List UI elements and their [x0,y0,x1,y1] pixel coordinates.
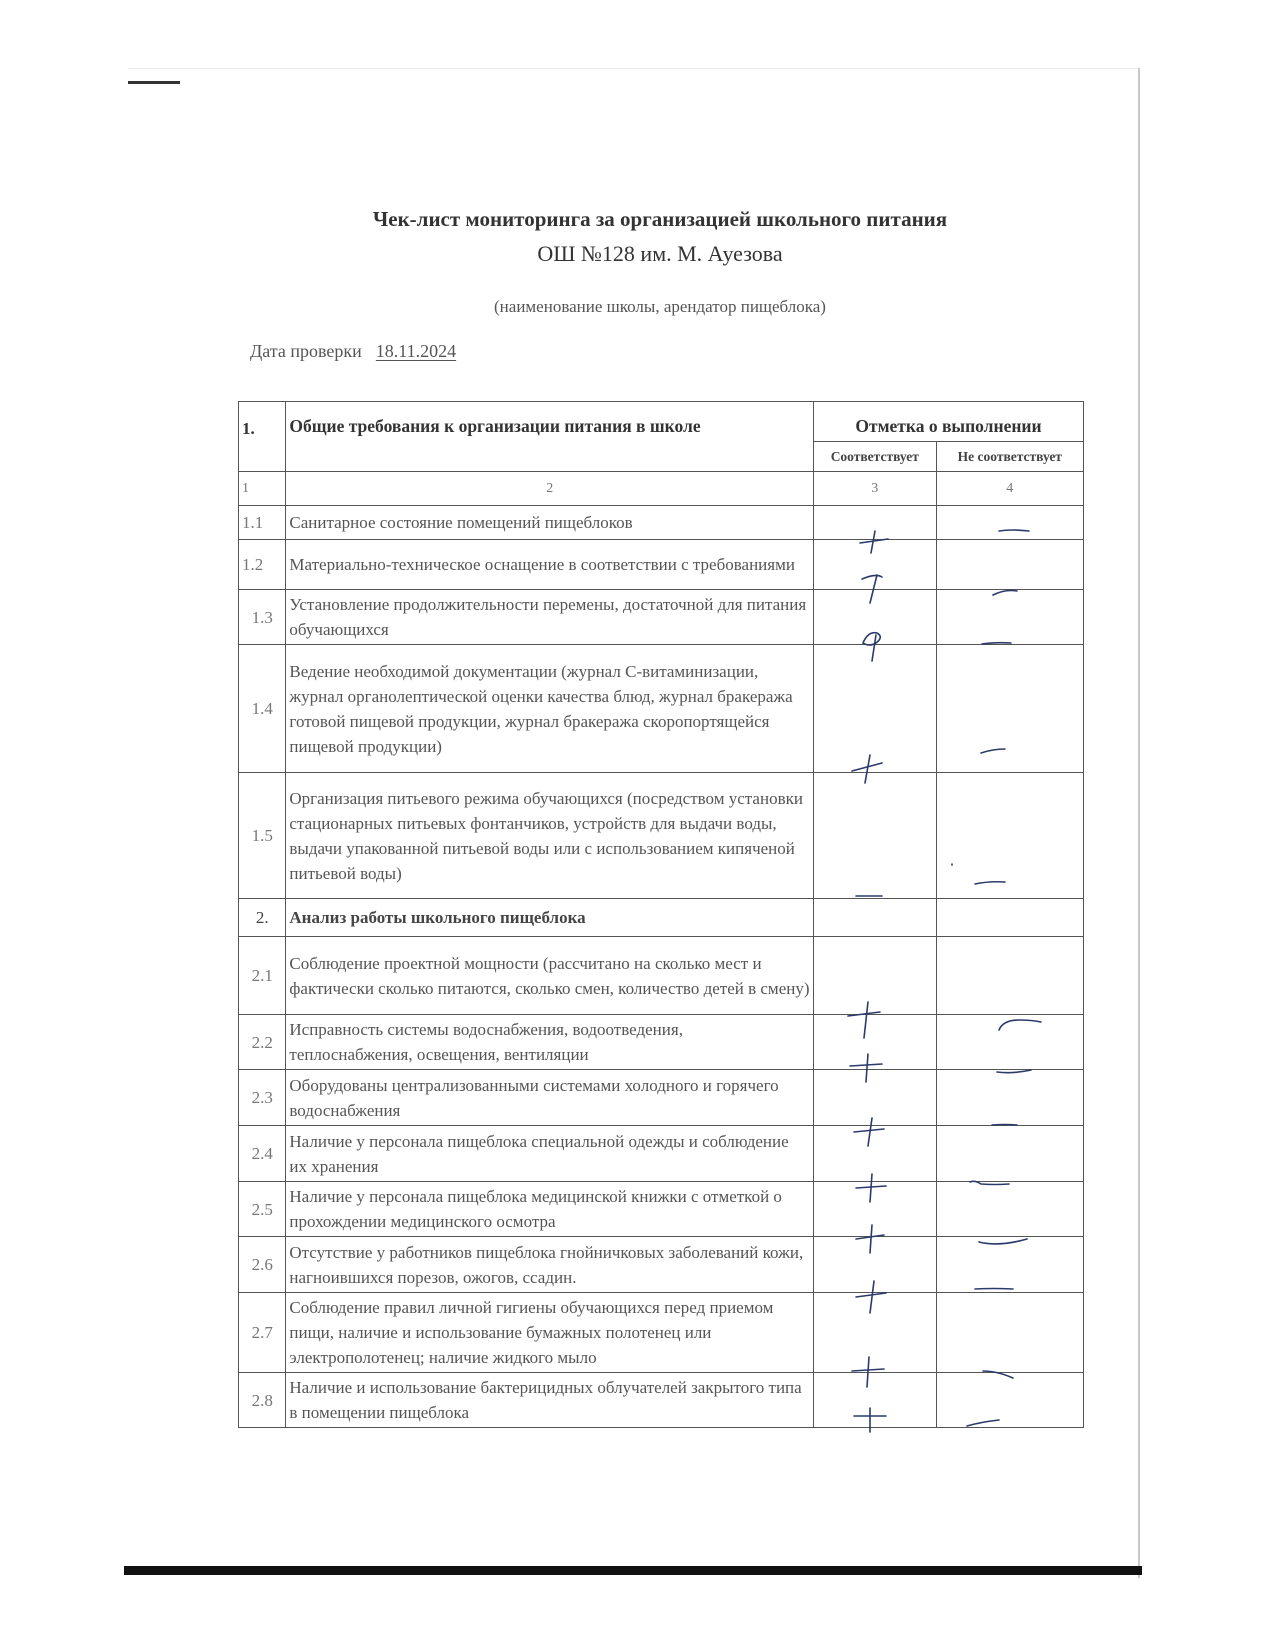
table-row [239,937,1084,1015]
mark-no [936,540,1083,590]
row-number: 1.2 [239,540,286,590]
header-section-title: Общие требования к организации питания в школе [286,402,814,472]
mark-no [936,1182,1083,1237]
table-row [239,645,1084,773]
mark-yes [813,540,936,590]
mark-yes [813,506,936,540]
row-number: 2.1 [239,937,286,1015]
header-col-yes: Соответствует [813,442,936,472]
dash-mark-icon [937,1400,1080,1450]
index-cell: 2 [286,472,814,506]
table-row [239,506,1084,540]
row-requirement: Наличие у персонала пищеблока медицинской книжки с отметкой о прохождении медицинского осмотра [286,1182,814,1237]
row-number: 2.3 [239,1070,286,1126]
section-number: 2. [239,899,286,937]
mark-yes [813,1293,936,1373]
row-requirement: Ведение необходимой документации (журнал С-витаминизации, журнал органолептической оценки качества блюд, журнал бракеража готовой пищевой продукции, журнал бракеража скоропортящейся пищевой продукции) [286,645,814,773]
mark-yes [813,1126,936,1182]
mark-no [936,1126,1083,1182]
table-row [239,590,1084,645]
mark-no [936,1070,1083,1126]
table-row [239,773,1084,899]
school-caption: (наименование школы, арендатор пищеблока) [494,297,826,316]
mark-no [936,506,1083,540]
row-number: 1.5 [239,773,286,899]
mark-no [936,1373,1083,1428]
scan-bottom-edge [124,1566,1142,1575]
mark-yes [813,645,936,773]
table-row [239,1293,1084,1373]
mark-no [936,773,1083,899]
date-label: Дата проверки [250,341,362,361]
mark-yes [813,1237,936,1293]
row-requirement: Отсутствие у работников пищеблока гнойничковых заболеваний кожи, нагноившихся порезов, ожогов, ссадин. [286,1237,814,1293]
mark-yes [813,1070,936,1126]
row-requirement: Соблюдение проектной мощности (рассчитано на сколько мест и фактически сколько питаются, сколько смен, количество детей в смену) [286,937,814,1015]
index-cell: 1 [239,472,286,506]
mark-yes [813,590,936,645]
row-number: 2.5 [239,1182,286,1237]
mark-no [936,1293,1083,1373]
row-requirement: Оборудованы централизованными системами холодного и горячего водоснабжения [286,1070,814,1126]
row-number: 2.7 [239,1293,286,1373]
mark-yes [813,1182,936,1237]
row-number: 1.1 [239,506,286,540]
mark-no [936,645,1083,773]
row-requirement: Установление продолжительности перемены, достаточной для питания обучающихся [286,590,814,645]
document-title: Чек-лист мониторинга за организацией школьного питания [372,207,948,231]
row-number: 2.8 [239,1373,286,1428]
school-name: ОШ №128 им. М. Ауезова [537,241,783,266]
row-number: 2.6 [239,1237,286,1293]
mark-yes [813,773,936,899]
row-requirement: Материально-техническое оснащение в соответствии с требованиями [286,540,814,590]
row-number: 1.3 [239,590,286,645]
row-requirement: Санитарное состояние помещений пищеблоков [286,506,814,540]
table-row [239,1070,1084,1126]
table-row [239,1126,1084,1182]
checklist-table [238,401,1084,1428]
header-section-num: 1. [239,402,286,472]
header-col-no: Не соответствует [936,442,1083,472]
date-value: 18.11.2024 [375,341,457,361]
mark-yes [813,1373,936,1428]
table-row [239,540,1084,590]
row-requirement: Исправность системы водоснабжения, водоотведения, теплоснабжения, освещения, вентиляции [286,1015,814,1070]
row-requirement: Наличие у персонала пищеблока специальной одежды и соблюдение их хранения [286,1126,814,1182]
mark-yes [813,1015,936,1070]
inspection-date [250,341,456,362]
plus-mark-icon [814,1400,933,1450]
paper-edge-top [128,68,1138,69]
header-mark-title: Отметка о выполнении [813,402,1083,442]
table-row [239,1182,1084,1237]
mark-no [936,937,1083,1015]
index-cell: 4 [936,472,1083,506]
mark-no [936,1015,1083,1070]
index-row [239,472,1084,506]
header-row [239,402,1084,442]
mark-no [936,590,1083,645]
row-requirement: Соблюдение правил личной гигиены обучающихся перед приемом пищи, наличие и использование бумажных полотенец или электрополотенец; наличие жидкого мыло [286,1293,814,1373]
mark-no [936,1237,1083,1293]
row-number: 1.4 [239,645,286,773]
margin-dash-mark [128,81,180,84]
index-cell: 3 [813,472,936,506]
paper-edge-right [1138,68,1140,1578]
table-row [239,1237,1084,1293]
section-title: Анализ работы школьного пищеблока [286,899,814,937]
row-number: 2.2 [239,1015,286,1070]
row-requirement: Организация питьевого режима обучающихся (посредством установки стационарных питьевых фонтанчиков, устройств для выдачи воды, выдачи упакованной питьевой воды или с использованием кипяченой питьевой воды) [286,773,814,899]
mark-yes [813,937,936,1015]
table-row [239,1373,1084,1428]
row-requirement: Наличие и использование бактерицидных облучателей закрытого типа в помещении пищеблока [286,1373,814,1428]
table-row [239,1015,1084,1070]
row-number: 2.4 [239,1126,286,1182]
